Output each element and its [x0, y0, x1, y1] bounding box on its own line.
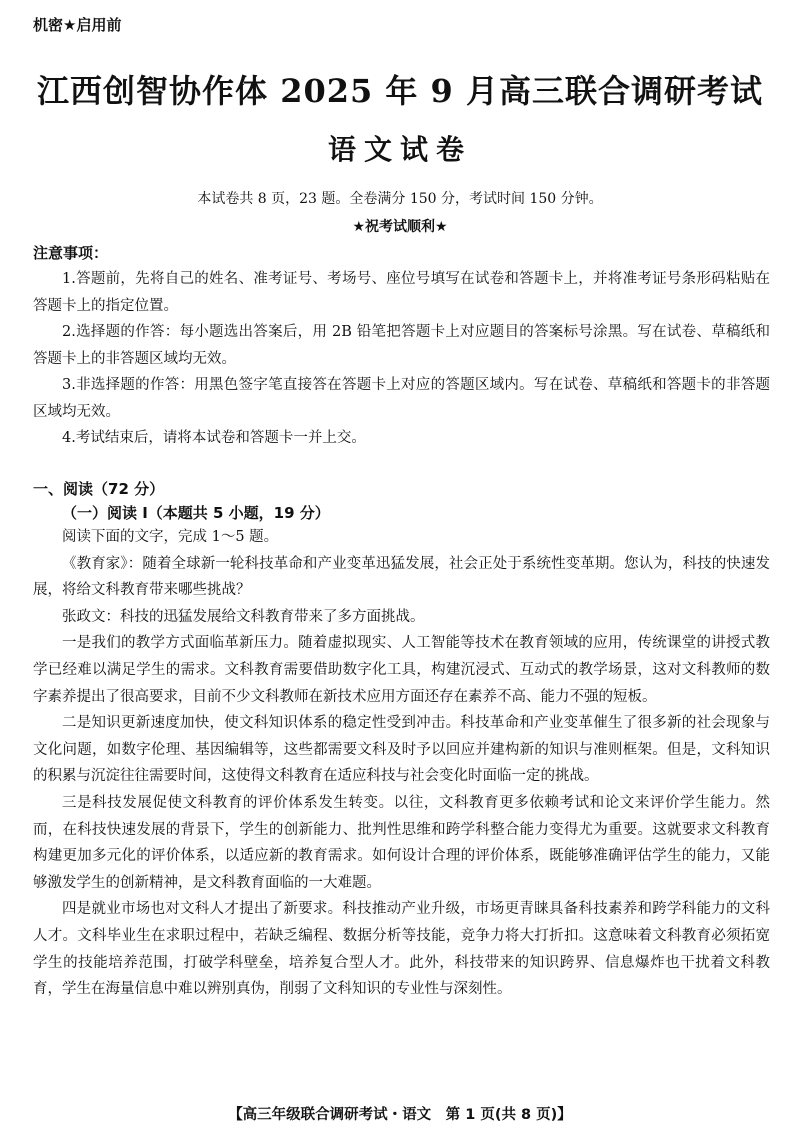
confidential-label: 机密★启用前: [33, 16, 122, 34]
notice-item: 1.答题前，先将自己的姓名、准考证号、考场号、座位号填写在试卷和答题卡上，并将准考证号条形码粘贴在答题卡上的指定位置。: [33, 271, 770, 314]
passage-paragraph: 三是科技发展促使文科教育的评价体系发生转变。以往，文科教育更多依赖考试和论文来评价学生能力。然而，在科技快速发展的背景下，学生的创新能力、批判性思维和跨学科整合能力变得尤为重要。这就要求文科教育构建更加多元化的评价体系，以适应新的教育需求。如何设计合理的评价体系，既能够准确评估学生的能力，又能够激发学生的创新精神，是文科教育面临的一大难题。: [33, 794, 770, 891]
page-footer: 【高三年级联合调研考试・语文 第 1 页(共 8 页)】: [228, 1107, 572, 1123]
notice-item: 2.选择题的作答：每小题选出答案后，用 2B 铅笔把答题卡上对应题目的答案标号涂黑。写在试卷、草稿纸和答题卡上的非答题区域均无效。: [33, 324, 770, 367]
good-luck-line: ★祝考试顺利★: [352, 219, 448, 235]
passage-paragraph: 阅读下面的文字，完成 1～5 题。: [62, 529, 279, 545]
exam-info: 本试卷共 8 页，23 题。全卷满分 150 分，考试时间 150 分钟。: [197, 191, 603, 207]
notice-list: [33, 266, 770, 452]
notice-heading: 注意事项：: [33, 244, 109, 262]
exam-title: 江西创智协作体 2025 年 9 月高三联合调研考试: [37, 72, 763, 110]
passage-paragraph: 《教育家》：随着全球新一轮科技革命和产业变革迅猛发展，社会正处于系统性变革期。您认为，科技的快速发展，将给文科教育带来哪些挑战？: [33, 555, 770, 599]
reading-passage: [33, 524, 770, 1003]
passage-paragraph: 张政文：科技的迅猛发展给文科教育带来了多方面挑战。: [62, 608, 425, 625]
passage-paragraph: 四是就业市场也对文科人才提出了新要求。科技推动产业升级，市场更青睐具备科技素养和跨学科能力的文科人才。文科毕业生在求职过程中，若缺乏编程、数据分析等技能，竞争力将大打折扣。这意味着文科教育必须拓宽学生的技能培养范围，打破学科壁垒，培养复合型人才。此外，科技带来的知识跨界、信息爆炸也干扰着文科教育，学生在海量信息中难以辨别真伪，削弱了文科知识的专业性与深刻性。: [33, 901, 770, 998]
section-heading: 一、阅读（72 分）: [33, 480, 165, 498]
subsection-heading: （一）阅读 I（本题共 5 小题，19 分）: [62, 504, 330, 522]
notice-item: 4.考试结束后，请将本试卷和答题卡一并上交。: [62, 430, 366, 446]
subject-title: 语文试卷: [327, 133, 472, 166]
notice-item: 3.非选择题的作答：用黑色签字笔直接答在答题卡上对应的答题区域内。写在试卷、草稿纸和答题卡的非答题区域均无效。: [33, 377, 770, 420]
passage-paragraph: 一是我们的教学方式面临革新压力。随着虚拟现实、人工智能等技术在教育领域的应用，传统课堂的讲授式教学已经难以满足学生的需求。文科教育需要借助数字化工具，构建沉浸式、互动式的教学场景，这对文科教师的数字素养提出了很高要求，目前不少文科教师在新技术应用方面还存在素养不高、能力不强的短板。: [33, 635, 770, 705]
passage-paragraph: 二是知识更新速度加快，使文科知识体系的稳定性受到冲击。科技革命和产业变革催生了很多新的社会现象与文化问题，如数字伦理、基因编辑等，这些都需要文科及时予以回应并建构新的知识与准则框架。但是，文科知识的积累与沉淀往往需要时间，这使得文科教育在适应科技与社会变化时面临一定的挑战。: [33, 715, 770, 785]
